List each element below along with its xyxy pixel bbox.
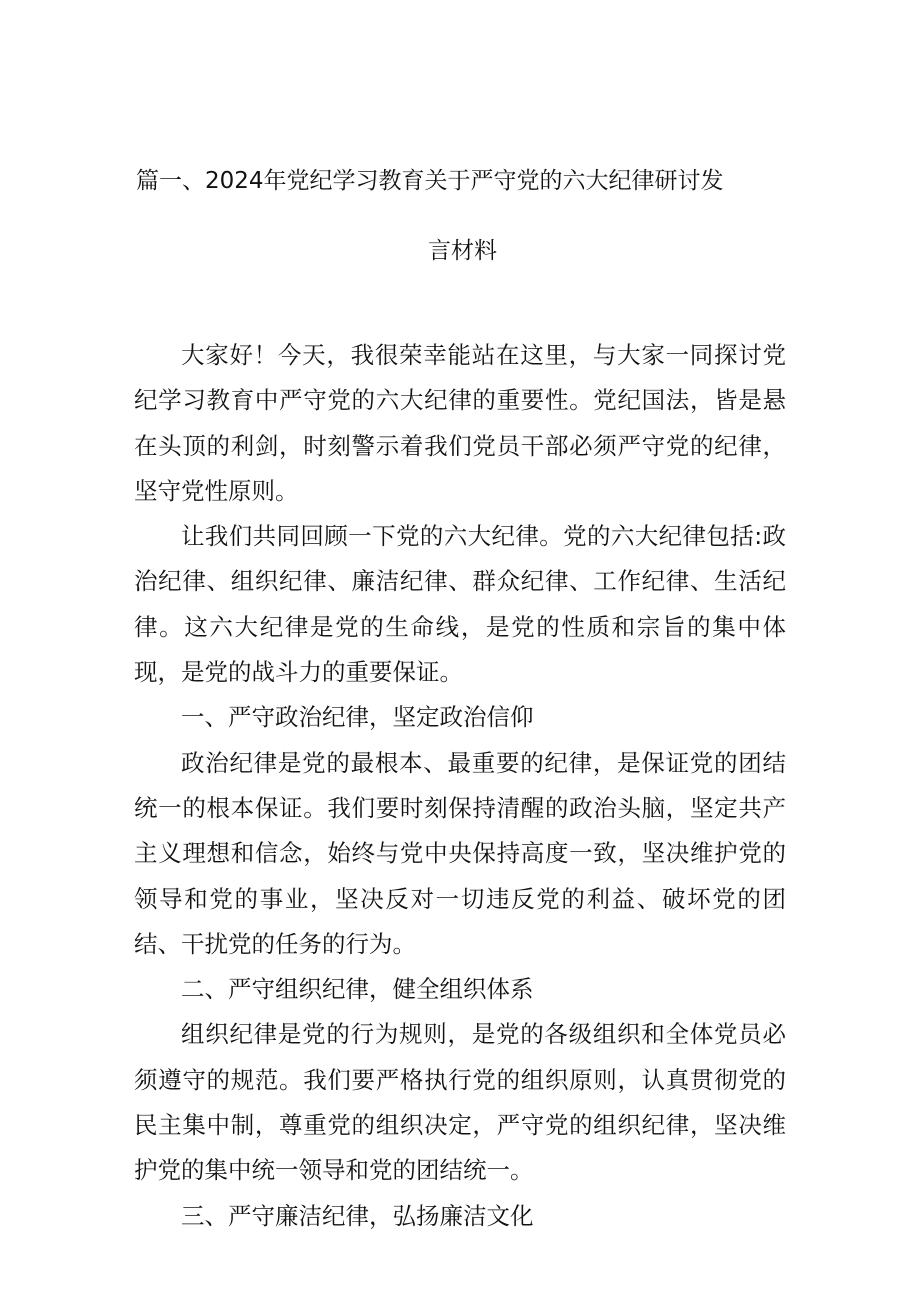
- paragraph-political: 政治纪律是党的最根本、最重要的纪律，是保证党的团结统一的根本保证。我们要时刻保持清醒的政治头脑，坚定共产主义理想和信念，始终与党中央保持高度一致，坚决维护党的领导和党的事业，坚决反对一切违反党的利益、破坏党的团结、干扰党的任务的行为。: [134, 748, 786, 958]
- section-heading-political: 一、严守政治纪律，坚定政治信仰: [181, 703, 534, 732]
- paragraph-organizational: 组织纪律是党的行为规则，是党的各级组织和全体党员必须遵守的规范。我们要严格执行党的组织原则，认真贯彻党的民主集中制，尊重党的组织决定，严守党的组织纪律，坚决维护党的集中统一领导和党的团结统一。: [134, 1020, 786, 1185]
- paragraph-intro: 大家好！今天，我很荣幸能站在这里，与大家一同探讨党纪学习教育中严守党的六大纪律的重要性。党纪国法，皆是悬在头顶的利剑，时刻警示着我们党员干部必须严守党的纪律，坚守党性原则。: [134, 341, 786, 505]
- section-heading-organizational: 二、严守组织纪律，健全组织体系: [181, 975, 534, 1004]
- document-title-line-2: 言材料: [428, 238, 497, 264]
- section-heading-integrity: 三、严守廉洁纪律，弘扬廉洁文化: [181, 1201, 534, 1230]
- document-title-line-1: 篇一、2024年党纪学习教育关于严守党的六大纪律研讨发: [136, 168, 724, 194]
- document-body: [134, 333, 786, 1239]
- paragraph-six-disciplines: 让我们共同回顾一下党的六大纪律。党的六大纪律包括:政治纪律、组织纪律、廉洁纪律、群众纪律、工作纪律、生活纪律。这六大纪律是党的生命线，是党的性质和宗旨的集中体现，是党的战斗力的重要保证。: [134, 522, 786, 687]
